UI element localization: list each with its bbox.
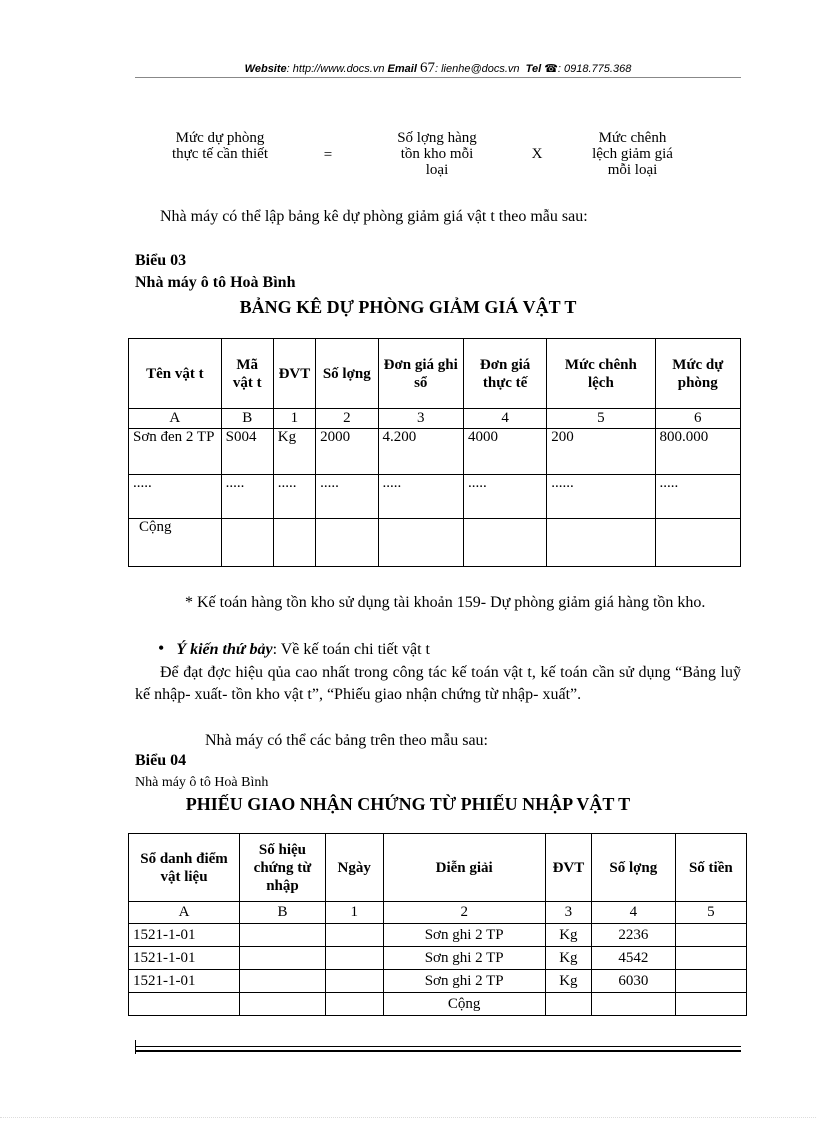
page-header — [135, 60, 741, 77]
table-cell: 200 — [547, 429, 655, 475]
form4-header-cell: Số tiền — [675, 834, 746, 902]
form3-code-cell: 6 — [655, 409, 740, 429]
tel-value: : 0918.775.368 — [557, 63, 632, 75]
table-cell — [675, 970, 746, 993]
form3-code-row — [129, 409, 741, 429]
table-cell: Sơn ghi 2 TP — [383, 924, 545, 947]
form3-code-cell: 3 — [378, 409, 463, 429]
table-cell: ..... — [273, 475, 315, 519]
table-cell: Kg — [273, 429, 315, 475]
form3-code-cell: B — [221, 409, 273, 429]
website-value[interactable]: : http://www.docs.vn — [286, 63, 385, 75]
form3-company: Nhà máy ô tô Hoà Bình — [135, 274, 296, 291]
form3-title: BẢNG KÊ DỰ PHÒNG GIẢM GIÁ VẬT T — [239, 297, 577, 317]
form3-header-row — [129, 339, 741, 409]
table-cell — [240, 947, 326, 970]
form4-code-cell: B — [240, 902, 326, 924]
table-cell — [325, 947, 383, 970]
form4-code-cell: 1 — [325, 902, 383, 924]
footer-rule — [135, 1046, 741, 1047]
table-cell — [675, 993, 746, 1016]
website-label: Website — [244, 63, 287, 75]
table-cell: 2000 — [316, 429, 378, 475]
email-value[interactable]: : lienhe@docs.vn — [434, 63, 520, 75]
header-rule — [135, 77, 741, 78]
page-bottom-dotted-line — [0, 1117, 816, 1118]
opinion-label: Ý kiến thứ bảy — [176, 641, 273, 658]
form4-header-cell: Ngày — [325, 834, 383, 902]
table-cell: ..... — [378, 475, 463, 519]
form3-code-cell: 4 — [463, 409, 546, 429]
table-cell: S004 — [221, 429, 273, 475]
table-cell: ..... — [221, 475, 273, 519]
form3-code-cell: 2 — [316, 409, 378, 429]
table-cell — [675, 924, 746, 947]
formula-left — [150, 130, 290, 162]
tel-label: Tel — [525, 63, 542, 75]
formula-equals: = — [323, 147, 333, 163]
form4-code-cell: 5 — [675, 902, 746, 924]
form4-company: Nhà máy ô tô Hoà Bình — [135, 775, 269, 790]
form3-header-cell: Tên vật t — [129, 339, 222, 409]
paragraph-1: Để đạt đợc hiệu qủa cao nhất trong công tác kế toán vật t, kế toán cần sử dụng “Bảng luỹ kế nhập- xuất- tồn kho vật t”, “Phiếu giao nhận chứng từ nhập- xuất”. — [135, 664, 741, 703]
note-text: * Kế toán hàng tồn kho sử dụng tài khoản 159- Dự phòng giảm giá hàng tồn kho. — [185, 594, 706, 611]
table-cell: 4542 — [591, 947, 675, 970]
page-number: 67 — [419, 60, 435, 76]
table-cell: 1521-1-01 — [129, 947, 240, 970]
table-row — [129, 924, 747, 947]
form4-title: PHIẾU GIAO NHẬN CHỨNG TỪ PHIẾU NHẬP VẬT T — [185, 794, 631, 814]
form3-code-cell: A — [129, 409, 222, 429]
table-cell — [129, 993, 240, 1016]
form4-code-cell: 2 — [383, 902, 545, 924]
table-cell: Kg — [545, 970, 591, 993]
table-cell: ..... — [316, 475, 378, 519]
form4-code-cell: A — [129, 902, 240, 924]
intro-text: Nhà máy có thể lập bảng kê dự phòng giảm giá vật t theo mẫu sau: — [160, 208, 588, 225]
table-row — [129, 519, 741, 567]
table-row — [129, 947, 747, 970]
table-cell: ...... — [547, 475, 655, 519]
table-cell: ..... — [463, 475, 546, 519]
table-cell: ..... — [129, 475, 222, 519]
formula-left-line1: Mức dự phòng — [175, 130, 265, 146]
table-cell: ..... — [655, 475, 740, 519]
form4-header-cell: Số hiệu chứng từ nhập — [240, 834, 326, 902]
formula-times: X — [531, 146, 543, 162]
form3-code-cell: 5 — [547, 409, 655, 429]
table-cell — [547, 519, 655, 567]
table-cell — [273, 519, 315, 567]
form4-table — [128, 833, 747, 1016]
formula-middle — [372, 130, 502, 178]
formula-left-line2: thực tế cần thiết — [171, 146, 268, 162]
table-cell: Kg — [545, 924, 591, 947]
table-cell — [240, 993, 326, 1016]
table-row — [129, 475, 741, 519]
form3-header-cell: ĐVT — [273, 339, 315, 409]
table-cell — [325, 924, 383, 947]
formula-right — [565, 130, 700, 178]
form3-header-cell: Đơn giá thực tế — [463, 339, 546, 409]
formula-middle-line1: Số lợng hàng — [397, 130, 477, 146]
table-cell — [325, 993, 383, 1016]
table-cell — [240, 924, 326, 947]
form4-header-cell: ĐVT — [545, 834, 591, 902]
table-cell: 2236 — [591, 924, 675, 947]
form4-code-cell: 4 — [591, 902, 675, 924]
form4-code-row — [129, 902, 747, 924]
table-cell — [463, 519, 546, 567]
form4-header-cell: Sổ danh điểm vật liệu — [129, 834, 240, 902]
formula-middle-line2: tồn kho mỗi — [400, 146, 474, 162]
table-cell — [591, 993, 675, 1016]
opinion-text: : Về kế toán chi tiết vật t — [272, 641, 430, 658]
formula-middle-line3: loại — [425, 162, 449, 178]
form3-header-cell: Số lợng — [316, 339, 378, 409]
table-cell — [545, 993, 591, 1016]
table-cell: 6030 — [591, 970, 675, 993]
footer-rule-thick — [135, 1050, 741, 1052]
form3-header-cell: Mức chênh lệch — [547, 339, 655, 409]
table-cell: Sơn ghi 2 TP — [383, 947, 545, 970]
phone-icon: ☎ — [544, 63, 558, 75]
form3-header-cell: Mã vật t — [221, 339, 273, 409]
table-cell: Cộng — [383, 993, 545, 1016]
form3-table — [128, 338, 741, 567]
form4-code-cell: 3 — [545, 902, 591, 924]
form4-code: Biểu 04 — [135, 752, 187, 769]
form4-header-row — [129, 834, 747, 902]
paragraph-2: Nhà máy có thể các bảng trên theo mẫu sau: — [205, 732, 488, 749]
table-cell — [378, 519, 463, 567]
opinion-line — [158, 637, 430, 661]
table-cell: 1521-1-01 — [129, 970, 240, 993]
formula-right-line3: mỗi loại — [607, 162, 658, 178]
table-cell: Kg — [545, 947, 591, 970]
form3-header-cell: Đơn giá ghi sổ — [378, 339, 463, 409]
table-cell — [655, 519, 740, 567]
formula-right-line2: lệch giảm giá — [592, 146, 673, 162]
table-cell — [240, 970, 326, 993]
table-cell: 1521-1-01 — [129, 924, 240, 947]
table-cell: 800.000 — [655, 429, 740, 475]
form3-code: Biểu 03 — [135, 252, 187, 269]
table-cell: 4.200 — [378, 429, 463, 475]
table-cell — [675, 947, 746, 970]
formula-right-line1: Mức chênh — [598, 130, 667, 146]
bullet-icon: • — [158, 638, 165, 658]
form3-code-cell: 1 — [273, 409, 315, 429]
form4-header-cell: Số lợng — [591, 834, 675, 902]
table-cell: 4000 — [463, 429, 546, 475]
table-cell: Sơn đen 2 TP — [129, 429, 222, 475]
table-cell — [325, 970, 383, 993]
form3-header-cell: Mức dự phòng — [655, 339, 740, 409]
table-cell: Cộng — [129, 519, 222, 567]
table-row — [129, 970, 747, 993]
form4-header-cell: Diễn giải — [383, 834, 545, 902]
email-label: Email — [387, 63, 417, 75]
table-cell: Sơn ghi 2 TP — [383, 970, 545, 993]
table-row — [129, 429, 741, 475]
table-cell — [316, 519, 378, 567]
table-row — [129, 993, 747, 1016]
table-cell — [221, 519, 273, 567]
